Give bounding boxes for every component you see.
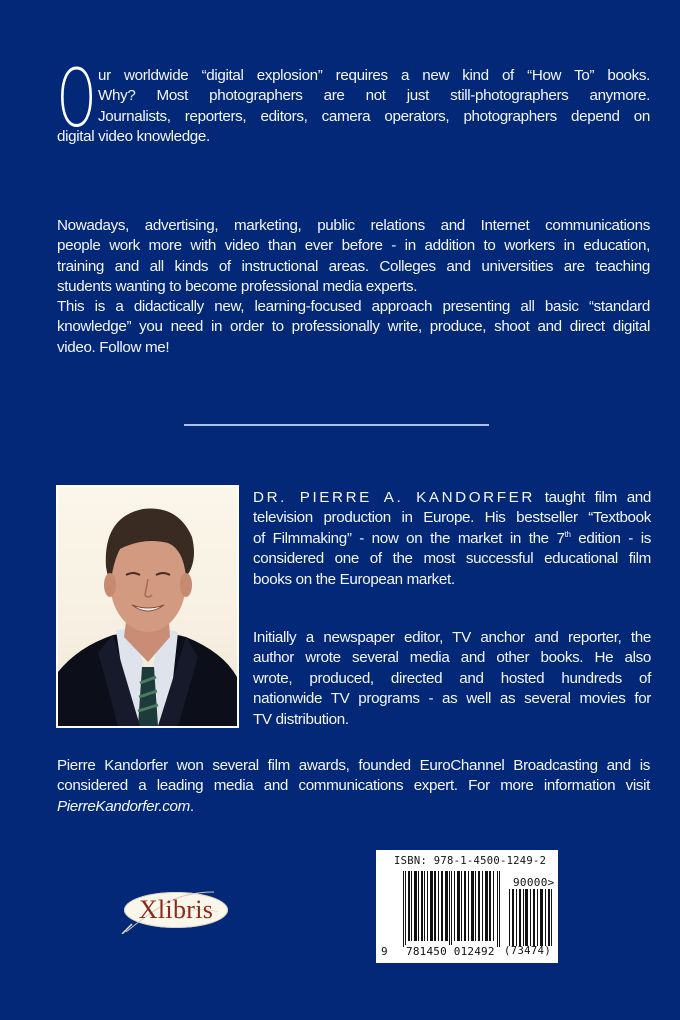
punctuation: . [189, 797, 194, 815]
paragraph-line: training and all kinds of instructional areas. Colleges and universities are teaching [57, 257, 650, 275]
price-addon-label: 90000> [513, 876, 555, 889]
intro-line: Why? Most photographers are not just still-photographers anymore. [98, 87, 650, 105]
intro-line: ur worldwide “digital explosion” requires a new kind of “How To” books. [98, 67, 650, 84]
barcode-lead-digit: 9 [381, 945, 388, 958]
section-divider [184, 424, 489, 426]
bio-line: television production in Europe. His bestseller “Textbook [253, 509, 651, 527]
publisher-name: Xlibris [138, 895, 214, 924]
intro-line: Journalists, reporters, editors, camera operators, photographers depend on [98, 107, 650, 125]
author-bio-paragraph [253, 488, 651, 590]
paragraph-line: This is a didactically new, learning-focused approach presenting all basic “standard [57, 298, 650, 315]
paragraph-line: knowledge” you need in order to professionally write, produce, shoot and direct digital [57, 318, 650, 336]
paragraph-line: considered a leading media and communications expert. For more information visit [57, 777, 650, 795]
paragraph-line: people work more with video than ever before - in addition to workers in education, [57, 237, 650, 255]
bio-line: considered one of the most successful educational film [253, 550, 651, 568]
awards-paragraph [57, 756, 650, 817]
barcode-addon-digits: (73474) [504, 945, 552, 957]
author-career-paragraph [253, 628, 651, 730]
author-website-link[interactable]: PierreKandorfer.com [57, 797, 190, 815]
drop-cap: O [57, 52, 96, 145]
author-name: DR. PIERRE A. KANDORFER [253, 489, 535, 506]
isbn-barcode [376, 850, 558, 963]
paragraph-line: Pierre Kandorfer won several film awards, founded EuroChannel Broadcasting and is [57, 757, 650, 774]
paragraph-audience [57, 216, 650, 298]
bio-line: author wrote several media and other books. He also [253, 649, 651, 667]
isbn-label: ISBN: 978-1-4500-1249-2 [394, 855, 547, 867]
intro-paragraph [57, 52, 650, 148]
bio-text: taught film and [534, 489, 651, 506]
portrait-illustration [58, 487, 237, 726]
barcode-main-digits: 781450 012492 [406, 945, 495, 958]
bio-line: Initially a newspaper editor, TV anchor and reporter, the [253, 629, 651, 646]
publisher-logo [118, 888, 230, 934]
bio-text: edition - is [570, 529, 651, 547]
bio-line: nationwide TV programs - as well as several movies for [253, 690, 651, 708]
paragraph-line: students wanting to become professional media experts. [57, 278, 418, 296]
paragraph-line: Nowadays, advertising, marketing, public relations and Internet communications [57, 217, 650, 234]
paragraph-approach [57, 297, 650, 358]
intro-line: digital video knowledge. [57, 128, 210, 146]
author-portrait-image [58, 487, 237, 726]
bio-line: wrote, produced, directed and hosted hundreds of [253, 669, 651, 687]
barcode-bars-addon [509, 889, 553, 946]
bio-line: TV distribution. [253, 710, 349, 728]
paragraph-line: video. Follow me! [57, 338, 170, 356]
ordinal-suffix: th [564, 529, 571, 539]
barcode-bars-main [403, 871, 501, 947]
bio-line: books on the European market. [253, 570, 455, 588]
bio-text: of Filmmaking” - now on the market in the 7 [253, 529, 565, 547]
author-photo [56, 485, 239, 728]
